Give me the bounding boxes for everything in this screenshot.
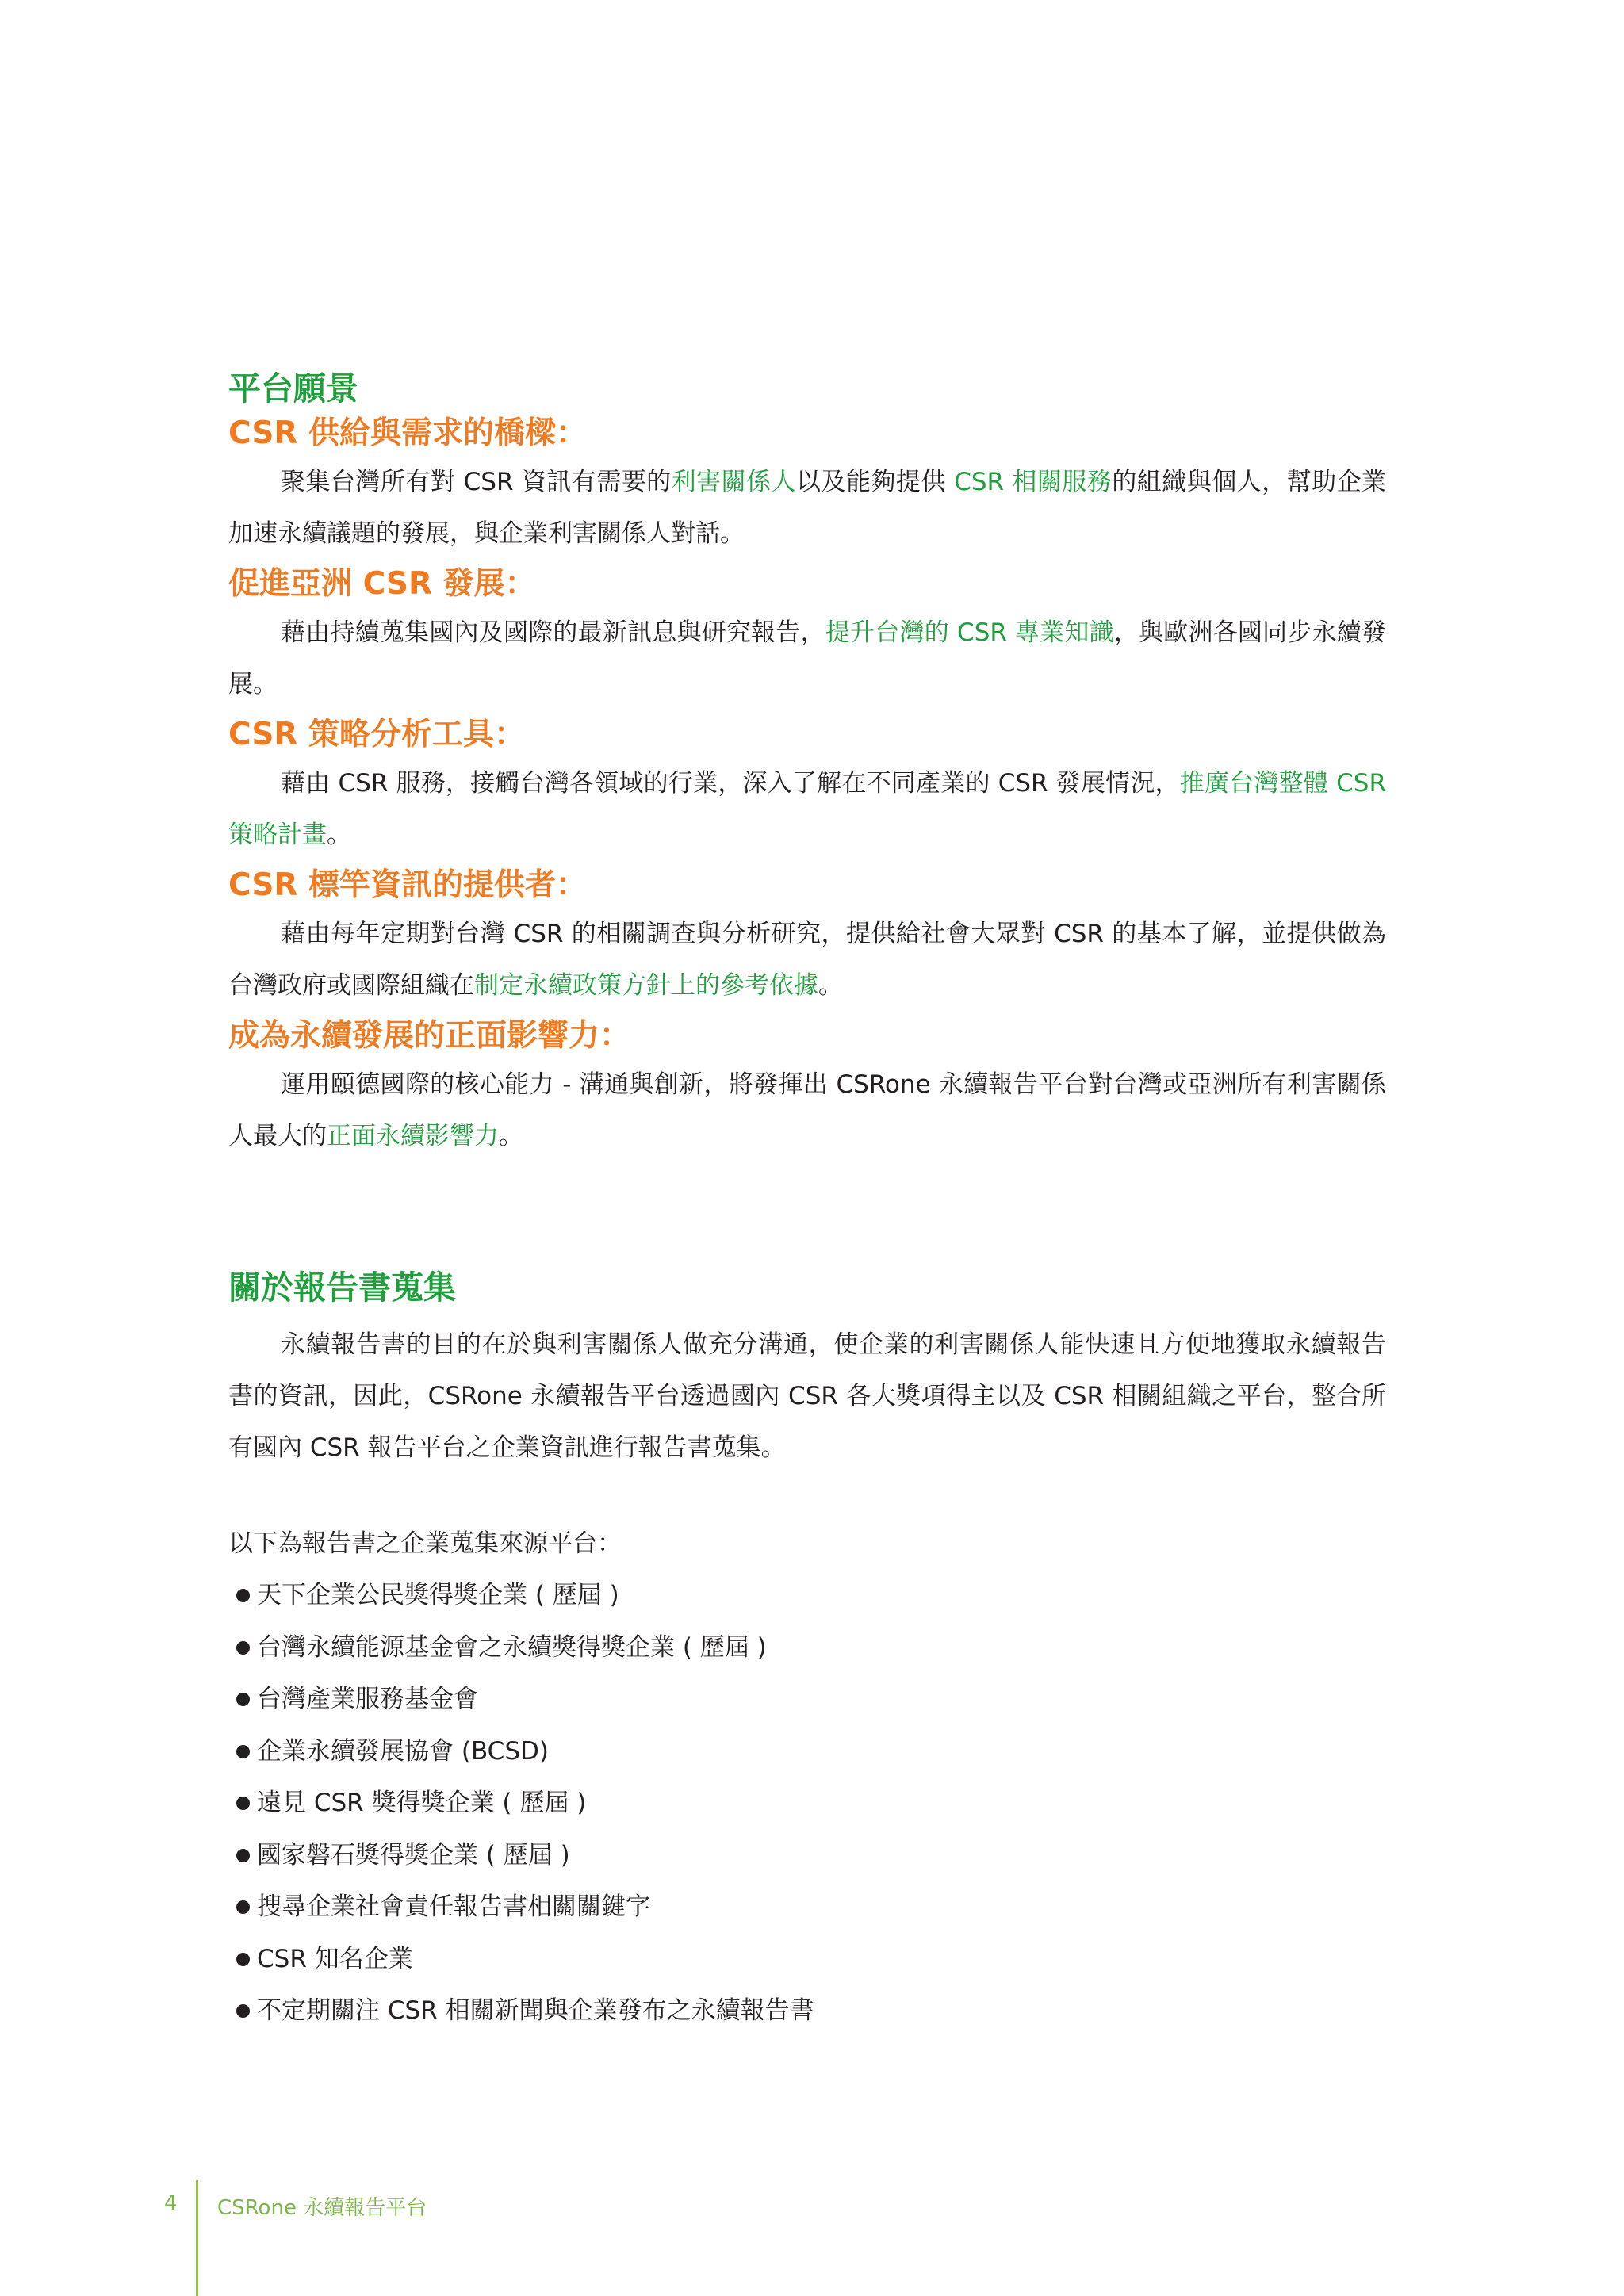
pillar-paragraph <box>228 607 1386 710</box>
page-footer <box>0 2180 1624 2296</box>
sources-list <box>228 1570 1386 2038</box>
about-section <box>228 1265 1386 2038</box>
text-segment: 以及能夠提供 <box>796 468 955 496</box>
highlight-segment: 推廣台灣整體 CSR 策略計畫 <box>228 769 1387 849</box>
page-content <box>228 366 1386 2038</box>
list-item-text: 搜尋企業社會責任報告書相關關鍵字 <box>257 1892 650 1921</box>
list-item <box>228 1726 1386 1778</box>
sources-intro: 以下為報告書之企業蒐集來源平台： <box>228 1529 622 1558</box>
bullet-icon <box>236 1745 250 1758</box>
pillar-heading: CSR 供給與需求的橋樑： <box>228 415 588 451</box>
text-segment: 聚集台灣所有對 CSR 資訊有需要的 <box>281 468 672 496</box>
bullet-icon <box>236 1953 250 1966</box>
list-item <box>228 1881 1386 1934</box>
text-segment: 藉由持續蒐集國內及國際的最新訊息與研究報告， <box>281 618 825 647</box>
list-item <box>228 1777 1386 1830</box>
page-number: 4 <box>164 2191 178 2215</box>
text-segment: 運用頤德國際的核心能力 - 溝通與創新，將發揮出 CSRone 永續報告平台對台灣或亞洲所有利害關係人最大的 <box>228 1070 1386 1150</box>
bullet-icon <box>236 2004 250 2018</box>
pillar-heading: 促進亞洲 CSR 發展： <box>228 566 536 602</box>
text-segment: 。 <box>499 1122 523 1150</box>
list-item <box>228 1570 1386 1622</box>
vision-pillar <box>228 863 1386 1012</box>
list-item-text: 不定期關注 CSR 相關新聞與企業發布之永續報告書 <box>257 1996 814 2025</box>
pillar-heading: 成為永續發展的正面影響力： <box>228 1018 631 1054</box>
list-item <box>228 1622 1386 1674</box>
vision-pillar <box>228 411 1386 560</box>
bullet-icon <box>236 1589 250 1602</box>
text-segment: ，與歐洲各國同步永續發展。 <box>228 618 1387 698</box>
bullet-icon <box>236 1797 250 1810</box>
list-item <box>228 1934 1386 1986</box>
text-segment: 的組織與個人，幫助企業加速永續議題的發展，與企業利害關係人對話。 <box>228 468 1387 548</box>
vision-section <box>228 366 1386 1162</box>
pillar-paragraph <box>228 457 1386 560</box>
footer-divider <box>196 2180 198 2296</box>
about-paragraph: 永續報告書的目的在於與利害關係人做充分溝通，使企業的利害關係人能快速且方便地獲取永續報告書的資訊，因此，CSRone 永續報告平台透過國內 CSR 各大獎項得主以及 CSR 相關組織之平台，整合所有國內 CSR 報告平台之企業資訊進行報告書蒐集。 <box>228 1330 1386 1462</box>
highlight-segment: CSR 相關服務 <box>954 468 1113 496</box>
pillar-paragraph <box>228 1059 1386 1162</box>
pillar-paragraph <box>228 758 1386 861</box>
list-item <box>228 1674 1386 1726</box>
bullet-icon <box>236 1900 250 1914</box>
highlight-segment: 利害關係人 <box>671 468 797 496</box>
pillar-paragraph <box>228 909 1386 1012</box>
list-item-text: 遠見 CSR 獎得獎企業 ( 歷屆 ) <box>257 1789 587 1817</box>
vision-title: 平台願景 <box>228 369 358 408</box>
highlight-segment: 制定永續政策方針上的參考依據 <box>474 971 818 1000</box>
list-item <box>228 1985 1386 2038</box>
list-item-text: 台灣產業服務基金會 <box>257 1685 478 1713</box>
highlight-segment: 提升台灣的 CSR 專業知識 <box>825 618 1114 647</box>
vision-pillar <box>228 561 1386 710</box>
list-item-text: 台灣永續能源基金會之永續獎得獎企業 ( 歷屆 ) <box>257 1632 767 1662</box>
list-item-text: 企業永續發展協會 (BCSD) <box>257 1736 549 1766</box>
pillar-heading: CSR 策略分析工具： <box>228 717 526 752</box>
pillar-heading: CSR 標竿資訊的提供者： <box>228 867 588 903</box>
about-title: 關於報告書蒐集 <box>228 1269 456 1307</box>
list-item <box>228 1830 1386 1882</box>
footer-title: CSRone 永續報告平台 <box>217 2196 427 2220</box>
bullet-icon <box>236 1693 250 1706</box>
text-segment: 藉由每年定期對台灣 CSR 的相關調查與分析研究，提供給社會大眾對 CSR 的基本了解，並提供做為台灣政府或國際組織在 <box>228 920 1386 1000</box>
list-item-text: 天下企業公民獎得獎企業 ( 歷屆 ) <box>257 1581 619 1609</box>
list-item-text: 國家磐石獎得獎企業 ( 歷屆 ) <box>257 1840 570 1869</box>
bullet-icon <box>236 1641 250 1655</box>
list-item-text: CSR 知名企業 <box>257 1944 413 1973</box>
text-segment: 。 <box>327 821 351 849</box>
text-segment: 藉由 CSR 服務，接觸台灣各領域的行業，深入了解在不同產業的 CSR 發展情況， <box>281 769 1180 798</box>
vision-pillar <box>228 712 1386 861</box>
text-segment: 。 <box>818 971 843 1000</box>
bullet-icon <box>236 1849 250 1862</box>
vision-pillar <box>228 1013 1386 1162</box>
highlight-segment: 正面永續影響力 <box>327 1122 499 1150</box>
